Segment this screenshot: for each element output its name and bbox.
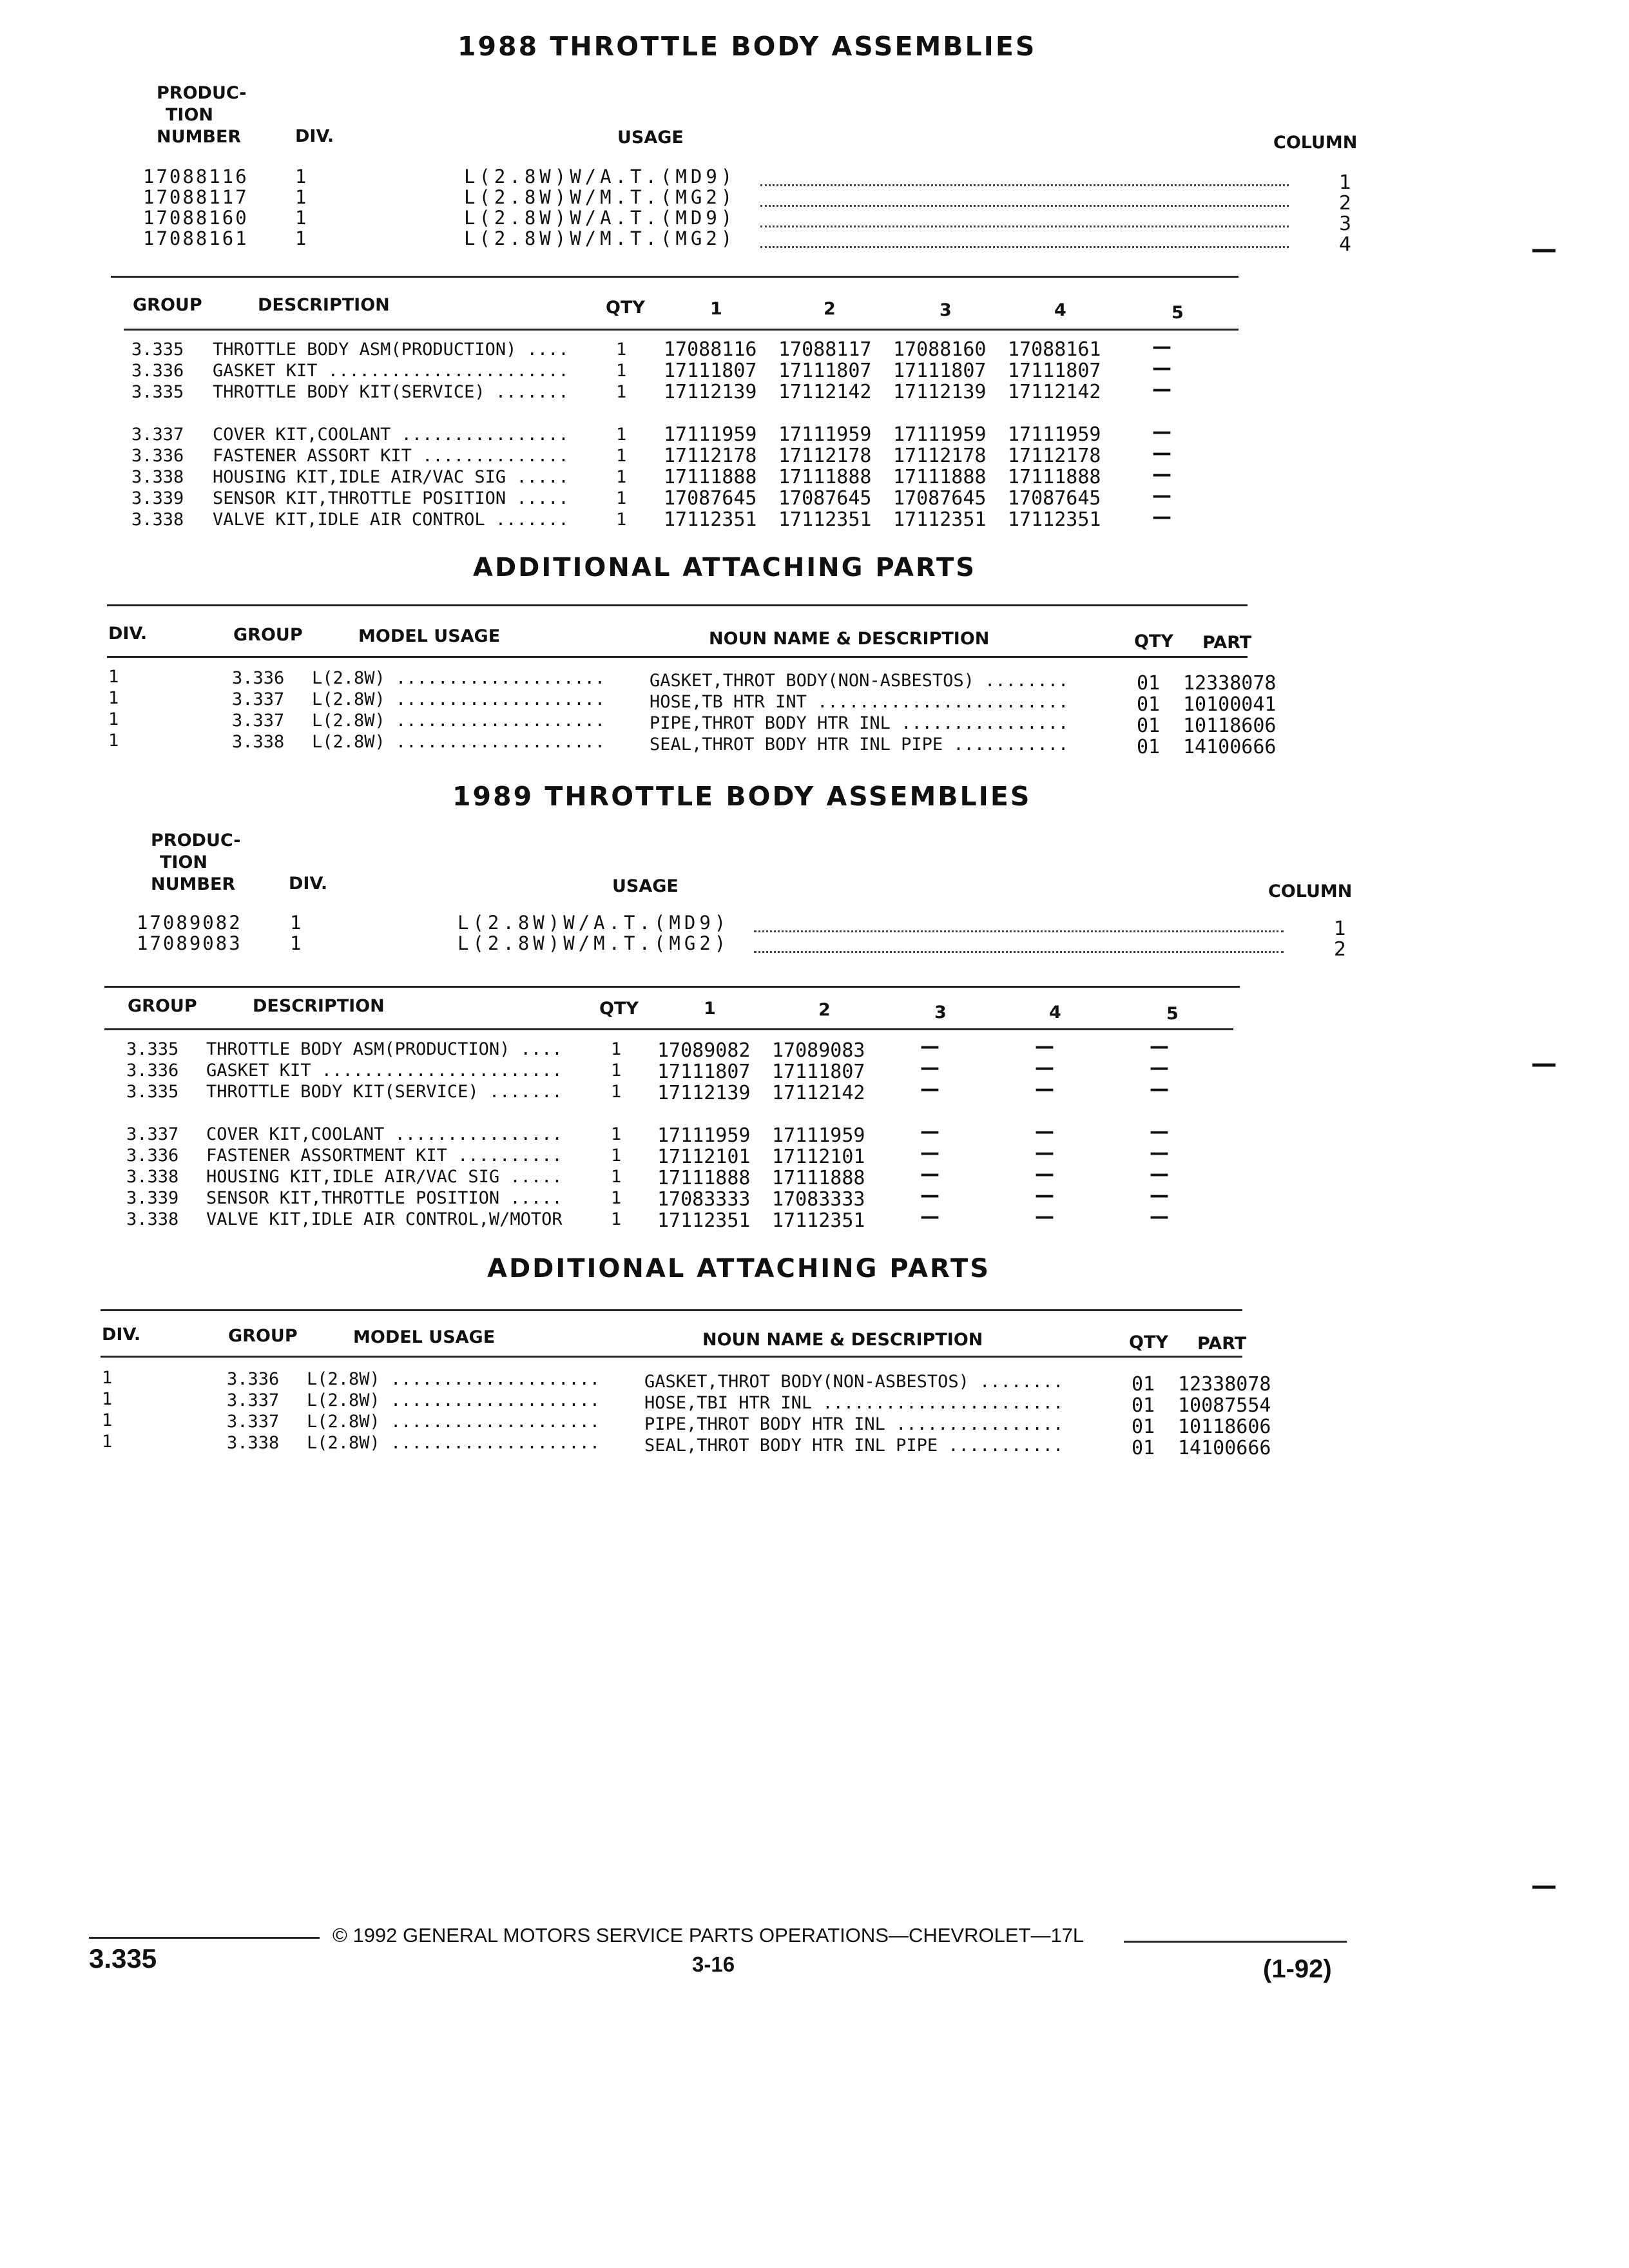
section-number: 3.335	[89, 1943, 157, 1974]
division: 1	[295, 186, 309, 208]
group-header: GROUP	[233, 625, 303, 645]
part-number-col5: —	[1150, 1078, 1169, 1100]
part-number: 10118606	[1178, 1416, 1271, 1438]
part-number-col1: 17111959	[664, 423, 757, 446]
model-usage: L(2.8W) ....................	[307, 1390, 601, 1410]
group-number: 3.337	[227, 1412, 280, 1432]
part-number: 12338078	[1183, 672, 1277, 695]
part-number-col3: —	[920, 1035, 940, 1058]
part-number-col3: —	[920, 1120, 940, 1143]
div-header: DIV.	[295, 126, 334, 146]
usage: L(2.8W)W/M.T.(MG2)	[464, 186, 737, 208]
quantity: 01	[1132, 1394, 1155, 1417]
part-number-col3: —	[920, 1206, 940, 1228]
group-number: 3.336	[126, 1146, 179, 1166]
col3-header: 3	[940, 300, 952, 320]
margin-mark: —	[1531, 1049, 1557, 1079]
part-number-col4: 17111888	[1008, 466, 1101, 488]
col2-header: 2	[818, 1000, 831, 1020]
section-title-1988: 1988 THROTTLE BODY ASSEMBLIES	[458, 31, 1037, 62]
group-header: GROUP	[128, 996, 197, 1016]
part-number-col3: 17112178	[893, 445, 987, 467]
quantity: 01	[1132, 1437, 1155, 1459]
group-number: 3.336	[131, 361, 184, 381]
part-number-col1: 17112139	[657, 1082, 751, 1104]
group-number: 3.336	[232, 668, 285, 688]
division: 1	[102, 1432, 113, 1452]
part-number-col5: —	[1150, 1057, 1169, 1079]
noun-description: HOSE,TB HTR INT ........................	[650, 692, 1069, 712]
part-number-col5: —	[1152, 421, 1171, 443]
part-number-col1: 17112139	[664, 381, 757, 403]
group-number: 3.337	[131, 425, 184, 445]
part-number: 14100666	[1183, 736, 1277, 758]
part-number: 10118606	[1183, 715, 1277, 737]
division: 1	[295, 207, 309, 229]
noun-name-header: NOUN NAME & DESCRIPTION	[709, 629, 990, 649]
group-number: 3.338	[227, 1433, 280, 1453]
model-usage: L(2.8W) ....................	[307, 1433, 601, 1453]
section-rule	[111, 276, 1239, 278]
production-number: 17088117	[143, 186, 249, 208]
group-number: 3.337	[232, 689, 285, 709]
quantity: 01	[1137, 693, 1161, 716]
part-number-col5: —	[1152, 485, 1171, 507]
division: 1	[295, 166, 309, 187]
col5-header: 5	[1171, 303, 1184, 323]
part-number-col3: 17088160	[893, 338, 987, 361]
col4-header: 4	[1054, 300, 1066, 320]
group-number: 3.336	[227, 1369, 280, 1389]
part-number-col3: 17111888	[893, 466, 987, 488]
part-description: GASKET KIT .......................	[206, 1061, 563, 1081]
quantity: 1	[611, 1039, 622, 1059]
part-number-col3: 17111807	[893, 360, 987, 382]
revision-date: (1-92)	[1263, 1955, 1332, 1983]
noun-description: HOSE,TBI HTR INL .......................	[644, 1393, 1064, 1413]
group-number: 3.335	[131, 340, 184, 360]
part-number-col2: 17112101	[772, 1146, 865, 1168]
quantity: 1	[616, 467, 627, 487]
part-number-col2: 17112351	[778, 508, 872, 531]
dot-leader	[760, 184, 1289, 186]
part-description: SENSOR KIT,THROTTLE POSITION .....	[213, 488, 569, 508]
part-description: HOUSING KIT,IDLE AIR/VAC SIG .....	[206, 1167, 563, 1187]
usage: L(2.8W)W/A.T.(MD9)	[464, 166, 737, 187]
quantity: 1	[611, 1061, 622, 1081]
part-description: THROTTLE BODY KIT(SERVICE) .......	[213, 382, 569, 402]
part-number-col5: —	[1150, 1163, 1169, 1186]
column-number: 1	[1334, 918, 1347, 940]
section-title-1989: 1989 THROTTLE BODY ASSEMBLIES	[452, 781, 1032, 812]
quantity: 1	[616, 340, 627, 360]
division: 1	[295, 227, 309, 249]
group-number: 3.338	[232, 732, 285, 752]
production-number-header: PRODUC- TION NUMBER	[157, 83, 247, 147]
column-number: 4	[1339, 233, 1352, 256]
quantity: 01	[1137, 736, 1161, 758]
part-number-col1: 17111888	[657, 1167, 751, 1189]
model-usage-header: MODEL USAGE	[353, 1327, 496, 1347]
part-description: HOUSING KIT,IDLE AIR/VAC SIG .....	[213, 467, 569, 487]
part-number-col4: 17112178	[1008, 445, 1101, 467]
production-number: 17089083	[137, 932, 242, 954]
part-number-col4: 17111807	[1008, 360, 1101, 382]
attach-header-rule	[101, 1356, 1242, 1358]
part-number-col5: —	[1152, 357, 1171, 380]
part-number-col1: 17083333	[657, 1188, 751, 1211]
part-number-col3: —	[920, 1057, 940, 1079]
attach-top-rule	[107, 604, 1248, 606]
noun-description: SEAL,THROT BODY HTR INL PIPE ...........	[650, 735, 1069, 754]
model-usage: L(2.8W) ....................	[312, 668, 606, 688]
group-number: 3.335	[126, 1082, 179, 1102]
part-description: VALVE KIT,IDLE AIR CONTROL,W/MOTOR	[206, 1209, 563, 1229]
part-number-col4: —	[1035, 1078, 1054, 1100]
division: 1	[108, 688, 119, 708]
model-usage: L(2.8W) ....................	[312, 732, 606, 752]
quantity: 1	[616, 510, 627, 530]
part-description: THROTTLE BODY ASM(PRODUCTION) ....	[213, 340, 569, 360]
group-number: 3.336	[131, 446, 184, 466]
part-number-col2: 17089083	[772, 1039, 865, 1062]
model-usage: L(2.8W) ....................	[312, 711, 606, 731]
group-header: GROUP	[228, 1326, 298, 1346]
part-number-col1: 17111959	[657, 1124, 751, 1147]
division: 1	[290, 912, 304, 934]
division: 1	[108, 731, 119, 751]
usage-header: USAGE	[617, 128, 684, 148]
production-number: 17089082	[137, 912, 242, 934]
div-header: DIV.	[108, 624, 148, 644]
quantity: 1	[616, 361, 627, 381]
part-number-col2: 17111807	[778, 360, 872, 382]
part-number-col1: 17112101	[657, 1146, 751, 1168]
division: 1	[102, 1410, 113, 1430]
division: 1	[102, 1368, 113, 1388]
copyright-line: © 1992 GENERAL MOTORS SERVICE PARTS OPERATIONS—CHEVROLET—17L	[333, 1924, 1084, 1946]
part-number-col4: —	[1035, 1057, 1054, 1079]
production-number-header: PRODUC- TION NUMBER	[151, 831, 241, 894]
part-number-col5: —	[1150, 1035, 1169, 1058]
division: 1	[108, 667, 119, 687]
part-number: 10087554	[1178, 1394, 1271, 1417]
margin-mark: —	[1531, 235, 1557, 264]
part-number-col2: 17111807	[772, 1061, 865, 1083]
group-number: 3.339	[131, 488, 184, 508]
part-header: PART	[1197, 1334, 1247, 1354]
part-number-col4: 17111959	[1008, 423, 1101, 446]
col4-header: 4	[1049, 1003, 1061, 1023]
quantity: 1	[611, 1209, 622, 1229]
col5-header: 5	[1166, 1004, 1179, 1024]
part-description: VALVE KIT,IDLE AIR CONTROL .......	[213, 510, 569, 530]
part-number-col3: 17087645	[893, 487, 987, 510]
dot-leader	[760, 205, 1289, 207]
part-number-col3: 17112139	[893, 381, 987, 403]
group-number: 3.338	[126, 1167, 179, 1187]
div-header: DIV.	[102, 1325, 141, 1345]
group-number: 3.338	[126, 1209, 179, 1229]
part-number-col2: 17112142	[772, 1082, 865, 1104]
noun-description: SEAL,THROT BODY HTR INL PIPE ...........	[644, 1436, 1064, 1456]
noun-name-header: NOUN NAME & DESCRIPTION	[702, 1330, 983, 1350]
col2-header: 2	[824, 299, 836, 319]
noun-description: PIPE,THROT BODY HTR INL ................	[650, 713, 1069, 733]
group-number: 3.337	[126, 1124, 179, 1144]
part-number-col2: 17112351	[772, 1209, 865, 1232]
part-number-col5: —	[1152, 378, 1171, 401]
part-number-col5: —	[1152, 463, 1171, 486]
description-header: DESCRIPTION	[258, 295, 390, 315]
attaching-parts-title-1989: ADDITIONAL ATTACHING PARTS	[487, 1254, 991, 1283]
dot-leader	[754, 951, 1284, 953]
table-header-rule	[104, 1028, 1233, 1030]
table-header-rule	[124, 329, 1239, 331]
noun-description: PIPE,THROT BODY HTR INL ................	[644, 1414, 1064, 1434]
production-number: 17088116	[143, 166, 249, 187]
part-number-col5: —	[1152, 442, 1171, 465]
attaching-parts-title-1988: ADDITIONAL ATTACHING PARTS	[473, 553, 977, 582]
group-number: 3.339	[126, 1188, 179, 1208]
part-number-col4: —	[1035, 1184, 1054, 1207]
quantity: 01	[1137, 672, 1161, 695]
part-description: COVER KIT,COOLANT ................	[213, 425, 569, 445]
part-number-col5: —	[1150, 1184, 1169, 1207]
quantity: 1	[611, 1188, 622, 1208]
dot-leader	[754, 930, 1284, 932]
dot-leader	[760, 226, 1289, 227]
part-number-col3: —	[920, 1184, 940, 1207]
quantity: 1	[616, 425, 627, 445]
part-number: 14100666	[1178, 1437, 1271, 1459]
part-number-col3: 17112351	[893, 508, 987, 531]
quantity: 1	[611, 1167, 622, 1187]
part-number-col2: 17111959	[772, 1124, 865, 1147]
noun-description: GASKET,THROT BODY(NON-ASBESTOS) ........	[650, 671, 1069, 691]
part-description: THROTTLE BODY ASM(PRODUCTION) ....	[206, 1039, 563, 1059]
quantity: 01	[1132, 1373, 1155, 1396]
quantity: 01	[1132, 1416, 1155, 1438]
part-number-col4: —	[1035, 1120, 1054, 1143]
part-number-col4: —	[1035, 1206, 1054, 1228]
part-number-col4: —	[1035, 1142, 1054, 1164]
part-number-col4: 17112351	[1008, 508, 1101, 531]
model-usage: L(2.8W) ....................	[307, 1412, 601, 1432]
quantity: 1	[616, 382, 627, 402]
attach-header-rule	[107, 656, 1248, 658]
column-number: 1	[1339, 171, 1352, 194]
quantity: 01	[1137, 715, 1161, 737]
part-number-col2: 17112142	[778, 381, 872, 403]
part-number-col2: 17083333	[772, 1188, 865, 1211]
group-number: 3.337	[232, 711, 285, 731]
group-number: 3.335	[126, 1039, 179, 1059]
section-rule	[104, 986, 1240, 988]
div-header: DIV.	[289, 874, 328, 894]
dot-leader	[760, 246, 1289, 248]
part-number-col2: 17088117	[778, 338, 872, 361]
group-header: GROUP	[133, 295, 202, 315]
usage-header: USAGE	[612, 876, 679, 896]
part-number-col1: 17111888	[664, 466, 757, 488]
qty-header: QTY	[1129, 1332, 1168, 1352]
part-number-col1: 17112178	[664, 445, 757, 467]
part-number-col5: —	[1150, 1142, 1169, 1164]
part-number-col1: 17111807	[664, 360, 757, 382]
production-number: 17088161	[143, 227, 249, 249]
usage: L(2.8W)W/A.T.(MD9)	[458, 912, 730, 934]
part-number: 12338078	[1178, 1373, 1271, 1396]
part-number-col4: 17087645	[1008, 487, 1101, 510]
part-number-col5: —	[1152, 336, 1171, 358]
part-number-col2: 17111959	[778, 423, 872, 446]
group-number: 3.338	[131, 510, 184, 530]
footer-rule-right	[1124, 1941, 1347, 1943]
column-number: 3	[1339, 213, 1352, 235]
part-number: 10100041	[1183, 693, 1277, 716]
quantity: 1	[616, 488, 627, 508]
part-description: FASTENER ASSORT KIT ..............	[213, 446, 569, 466]
part-number-col4: 17112142	[1008, 381, 1101, 403]
part-description: FASTENER ASSORTMENT KIT ..........	[206, 1146, 563, 1166]
quantity: 1	[616, 446, 627, 466]
part-number-col5: —	[1150, 1120, 1169, 1143]
division: 1	[102, 1389, 113, 1409]
part-number-col4: —	[1035, 1035, 1054, 1058]
col1-header: 1	[710, 299, 722, 319]
part-number-col4: —	[1035, 1163, 1054, 1186]
qty-header: QTY	[1134, 631, 1173, 651]
division: 1	[108, 709, 119, 729]
production-number: 17088160	[143, 207, 249, 229]
part-number-col1: 17111807	[657, 1061, 751, 1083]
part-header: PART	[1202, 633, 1252, 653]
footer-rule-left	[89, 1937, 320, 1939]
model-usage: L(2.8W) ....................	[312, 689, 606, 709]
quantity: 1	[611, 1082, 622, 1102]
col1-header: 1	[704, 999, 716, 1019]
qty-header: QTY	[599, 999, 639, 1019]
part-number-col3: —	[920, 1142, 940, 1164]
part-number-col3: —	[920, 1163, 940, 1186]
part-number-col5: —	[1152, 506, 1171, 528]
quantity: 1	[611, 1146, 622, 1166]
part-number-col4: 17088161	[1008, 338, 1101, 361]
noun-description: GASKET,THROT BODY(NON-ASBESTOS) ........	[644, 1372, 1064, 1392]
group-number: 3.337	[227, 1390, 280, 1410]
part-number-col1: 17089082	[657, 1039, 751, 1062]
usage: L(2.8W)W/A.T.(MD9)	[464, 207, 737, 229]
column-number: 2	[1339, 192, 1352, 215]
part-number-col2: 17111888	[772, 1167, 865, 1189]
group-number: 3.336	[126, 1061, 179, 1081]
page-number: 3-16	[692, 1952, 735, 1976]
part-number-col2: 17111888	[778, 466, 872, 488]
division: 1	[290, 932, 304, 954]
column-header: COLUMN	[1273, 133, 1358, 153]
part-number-col5: —	[1150, 1206, 1169, 1228]
usage: L(2.8W)W/M.T.(MG2)	[464, 227, 737, 249]
part-description: SENSOR KIT,THROTTLE POSITION .....	[206, 1188, 563, 1208]
group-number: 3.338	[131, 467, 184, 487]
part-number-col2: 17087645	[778, 487, 872, 510]
part-description: COVER KIT,COOLANT ................	[206, 1124, 563, 1144]
part-number-col3: —	[920, 1078, 940, 1100]
quantity: 1	[611, 1124, 622, 1144]
part-number-col3: 17111959	[893, 423, 987, 446]
part-number-col1: 17088116	[664, 338, 757, 361]
qty-header: QTY	[606, 298, 645, 318]
part-description: THROTTLE BODY KIT(SERVICE) .......	[206, 1082, 563, 1102]
part-number-col1: 17087645	[664, 487, 757, 510]
column-number: 2	[1334, 938, 1347, 961]
column-header: COLUMN	[1268, 881, 1353, 901]
model-usage-header: MODEL USAGE	[358, 626, 501, 646]
part-description: GASKET KIT .......................	[213, 361, 569, 381]
part-number-col2: 17112178	[778, 445, 872, 467]
model-usage: L(2.8W) ....................	[307, 1369, 601, 1389]
part-number-col1: 17112351	[664, 508, 757, 531]
group-number: 3.335	[131, 382, 184, 402]
margin-mark: —	[1531, 1871, 1557, 1901]
description-header: DESCRIPTION	[253, 996, 385, 1016]
col3-header: 3	[934, 1003, 947, 1023]
attach-top-rule	[101, 1309, 1242, 1311]
part-number-col1: 17112351	[657, 1209, 751, 1232]
usage: L(2.8W)W/M.T.(MG2)	[458, 932, 730, 954]
